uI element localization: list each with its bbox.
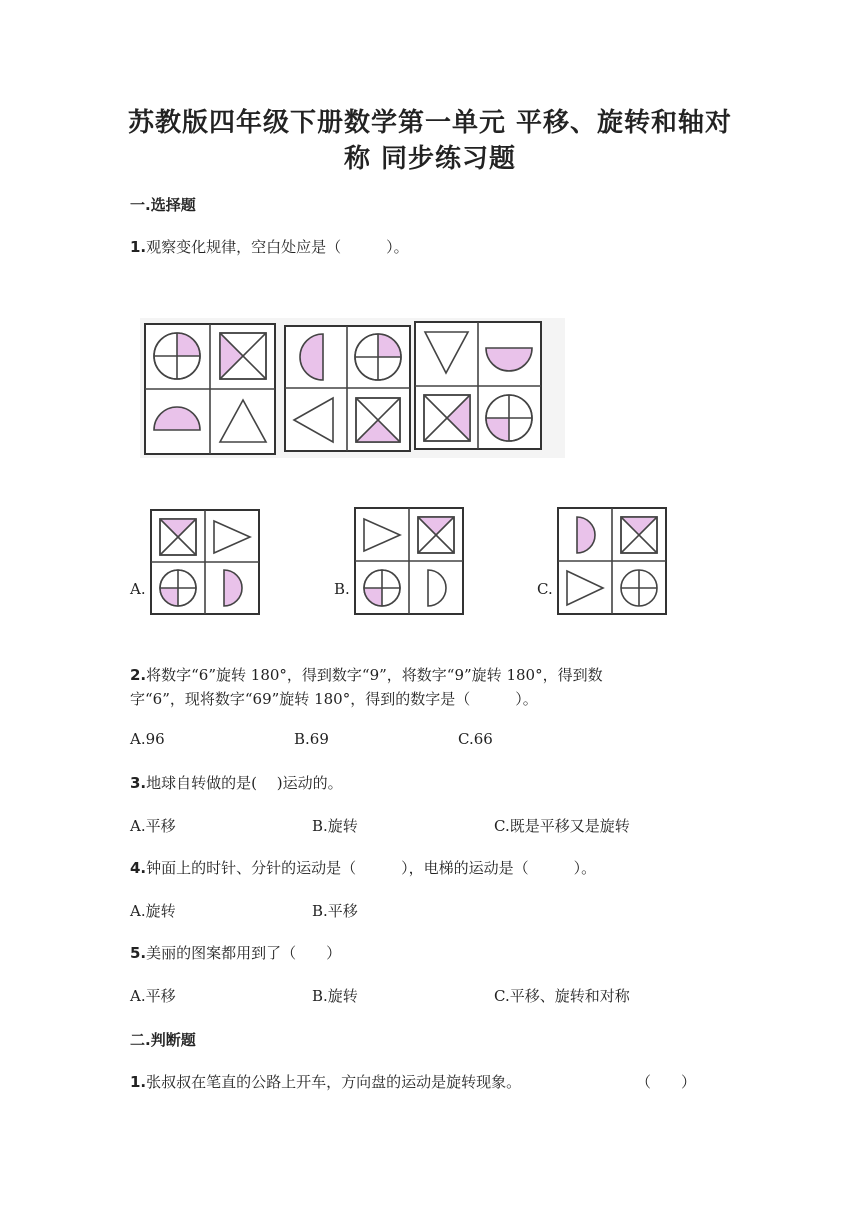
square-x-shaded-icon — [356, 398, 400, 442]
answer-blank[interactable]: （ ） — [636, 1073, 697, 1091]
q3-option-a[interactable]: A.平移 — [130, 817, 176, 835]
option-c-figure[interactable] — [557, 507, 667, 615]
question-number: 1. — [130, 1073, 147, 1091]
question-2 — [130, 664, 603, 685]
q2-option-a[interactable]: A.96 — [130, 730, 165, 748]
question-text: 钟面上的时针、分针的运动是（ ），电梯的运动是（ ）。 — [146, 859, 597, 877]
section-heading-choice: 一.选择题 — [130, 196, 196, 214]
q3-option-b[interactable]: B.旋转 — [312, 817, 358, 835]
q3-option-c[interactable]: C.既是平移又是旋转 — [494, 817, 630, 835]
circle-quarter-shaded-icon — [486, 395, 532, 441]
question-text: 将数字“6”旋转 180°，得到数字“9”，将数字“9”旋转 180°，得到数 — [146, 666, 603, 684]
question-number: 3. — [130, 774, 147, 792]
question-4 — [130, 857, 596, 878]
q5-option-b[interactable]: B.旋转 — [312, 987, 358, 1005]
pattern-figure — [140, 318, 565, 458]
question-text: 观察变化规律，空白处应是（ ）。 — [146, 238, 409, 256]
section-heading-judge: 二.判断题 — [130, 1031, 196, 1049]
pattern-panel-3 — [415, 322, 541, 449]
pattern-panel-1 — [145, 324, 275, 454]
circle-quarter-icon — [621, 570, 657, 606]
judge-question-1 — [130, 1071, 521, 1092]
question-number: 1. — [130, 238, 147, 256]
question-number: 2. — [130, 666, 147, 684]
option-c-label[interactable]: C. — [537, 580, 553, 598]
q4-option-a[interactable]: A.旋转 — [130, 902, 176, 920]
question-number: 4. — [130, 859, 147, 877]
square-x-shaded-icon — [418, 517, 454, 553]
question-3 — [130, 772, 343, 793]
circle-quarter-shaded-icon — [355, 334, 401, 380]
question-5 — [130, 942, 341, 963]
question-text: 美丽的图案都用到了（ ） — [146, 944, 342, 962]
square-x-shaded-icon — [621, 517, 657, 553]
circle-quarter-shaded-icon — [154, 333, 200, 379]
question-text: 地球自转做的是( )运动的。 — [146, 774, 343, 792]
q5-option-a[interactable]: A.平移 — [130, 987, 176, 1005]
question-2-line2: 字“6”，现将数字“69”旋转 180°，得到的数字是（ ）。 — [130, 690, 538, 708]
option-b-figure[interactable] — [354, 507, 464, 615]
question-number: 5. — [130, 944, 147, 962]
question-text: 张叔叔在笔直的公路上开车，方向盘的运动是旋转现象。 — [146, 1073, 522, 1091]
page-title-line1: 苏教版四年级下册数学第一单元 平移、旋转和轴对 — [127, 108, 733, 138]
pattern-panel-2 — [285, 326, 410, 451]
option-b-label[interactable]: B. — [334, 580, 350, 598]
option-a-label[interactable]: A. — [130, 580, 146, 598]
square-x-shaded-icon — [424, 395, 470, 441]
square-x-shaded-icon — [160, 519, 196, 555]
square-x-shaded-icon — [220, 333, 266, 379]
q2-option-c[interactable]: C.66 — [458, 730, 493, 748]
q4-option-b[interactable]: B.平移 — [312, 902, 358, 920]
circle-quarter-shaded-icon — [160, 570, 196, 606]
q5-option-c[interactable]: C.平移、旋转和对称 — [494, 987, 630, 1005]
question-1 — [130, 236, 409, 257]
option-a-figure[interactable] — [150, 509, 260, 615]
circle-quarter-shaded-icon — [364, 570, 400, 606]
q2-option-b[interactable]: B.69 — [294, 730, 329, 748]
page-title-line2: 称 同步练习题 — [343, 144, 517, 174]
